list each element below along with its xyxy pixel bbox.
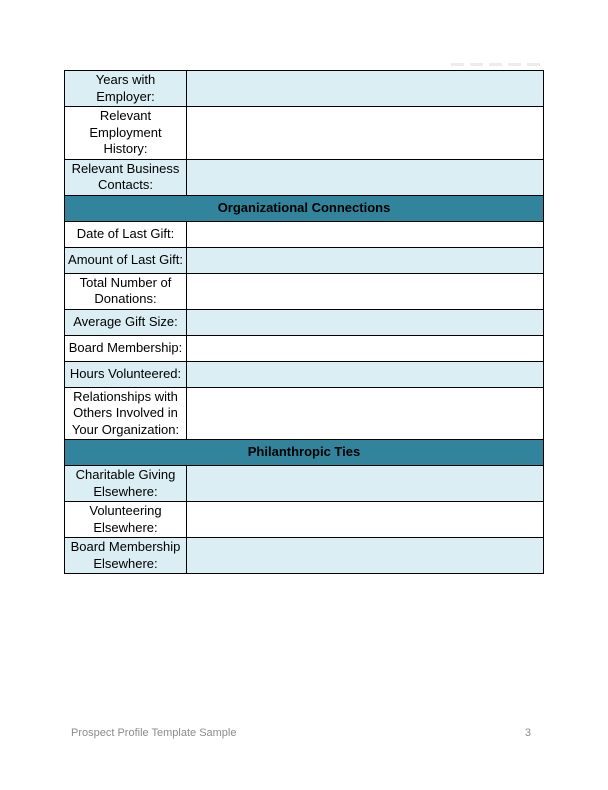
table-row xyxy=(65,107,544,160)
row-value-cell[interactable] xyxy=(187,221,544,247)
table-row xyxy=(65,466,544,502)
table-row xyxy=(65,502,544,538)
table-row xyxy=(65,387,544,440)
row-label: Amount of Last Gift: xyxy=(65,247,187,273)
table-row xyxy=(65,361,544,387)
table-row xyxy=(65,273,544,309)
faint-dashed-line-artifact xyxy=(451,63,545,66)
section-header-row xyxy=(65,440,544,466)
row-label: Relevant Employment History: xyxy=(65,107,187,160)
footer-page-number: 3 xyxy=(524,727,531,739)
row-value-cell[interactable] xyxy=(187,247,544,273)
table-row xyxy=(65,247,544,273)
row-value-cell[interactable] xyxy=(187,335,544,361)
row-label: Relevant Business Contacts: xyxy=(65,159,187,195)
section-header-row xyxy=(65,195,544,221)
table-row xyxy=(65,221,544,247)
row-value-cell[interactable] xyxy=(187,159,544,195)
table-row xyxy=(65,71,544,107)
row-label: Board Membership: xyxy=(65,335,187,361)
row-value-cell[interactable] xyxy=(187,273,544,309)
table-row xyxy=(65,309,544,335)
row-value-cell[interactable] xyxy=(187,466,544,502)
prospect-profile-table xyxy=(64,70,544,574)
row-label: Total Number of Donations: xyxy=(65,273,187,309)
row-value-cell[interactable] xyxy=(187,502,544,538)
row-label: Years with Employer: xyxy=(65,71,187,107)
table-row xyxy=(65,335,544,361)
page-footer xyxy=(0,727,608,743)
table-row xyxy=(65,159,544,195)
row-label: Volunteering Elsewhere: xyxy=(65,502,187,538)
row-label: Average Gift Size: xyxy=(65,309,187,335)
section-header-philanthropic-ties: Philanthropic Ties xyxy=(65,440,544,466)
row-value-cell[interactable] xyxy=(187,387,544,440)
row-label: Date of Last Gift: xyxy=(65,221,187,247)
table-row xyxy=(65,538,544,574)
row-label: Board Membership Elsewhere: xyxy=(65,538,187,574)
row-value-cell[interactable] xyxy=(187,107,544,160)
row-value-cell[interactable] xyxy=(187,361,544,387)
row-value-cell[interactable] xyxy=(187,309,544,335)
row-value-cell[interactable] xyxy=(187,538,544,574)
section-header-organizational-connections: Organizational Connections xyxy=(65,195,544,221)
row-label: Hours Volunteered: xyxy=(65,361,187,387)
footer-document-title: Prospect Profile Template Sample xyxy=(71,727,237,739)
row-value-cell[interactable] xyxy=(187,71,544,107)
row-label: Charitable Giving Elsewhere: xyxy=(65,466,187,502)
row-label: Relationships with Others Involved in Your Organization: xyxy=(65,387,187,440)
